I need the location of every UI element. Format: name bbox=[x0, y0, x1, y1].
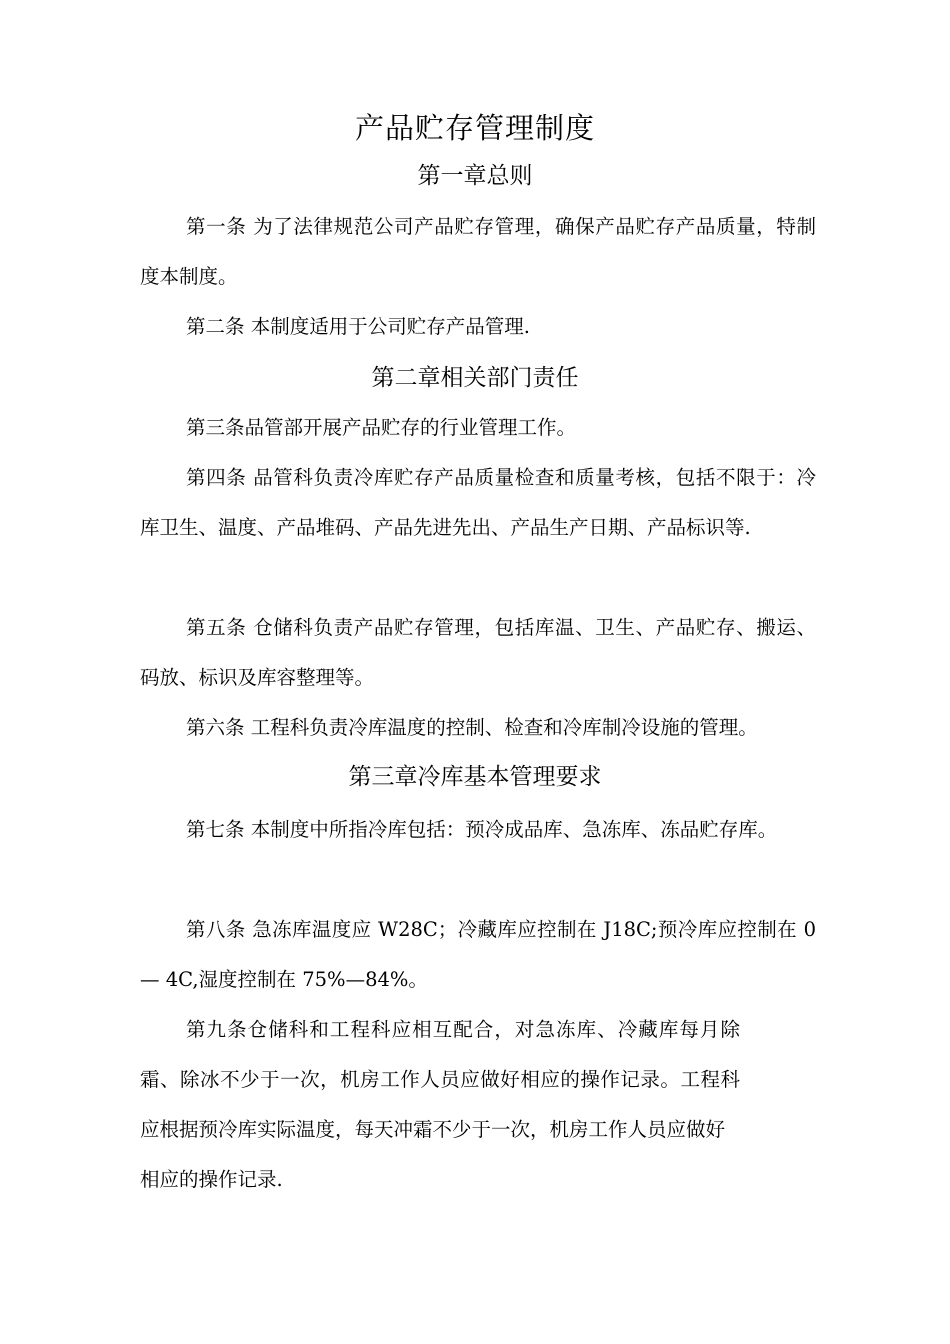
article-8: 第八条 急冻库温度应 W28C；冷藏库应控制在 J18C;预冷库应控制在 0 — 4C,湿度控制在 75%—84%。 bbox=[140, 918, 816, 991]
article-9: 第九条仓储科和工程科应相互配合，对急冻库、冷藏库每月除霜、除冰不少于一次，机房工作人员应做好相应的操作记录。工程科应根据预冷库实际温度，每天冲霜不少于一次，机房工作人员应做好 bbox=[140, 1018, 740, 1141]
article-1: 第一条 为了法律规范公司产品贮存管理，确保产品贮存产品质量，特制度本制度。 bbox=[140, 215, 816, 288]
article-4: 第四条 品管科负责冷库贮存产品质量检查和质量考核，包括不限于：冷库卫生、温度、产品堆码、产品先进先出、产品生产日期、产品标识等. bbox=[140, 466, 816, 539]
chapter-1-heading: 第一章总则 bbox=[417, 163, 533, 189]
article-6: 第六条 工程科负责冷库温度的控制、检查和冷库制冷设施的管理。 bbox=[186, 716, 758, 739]
chapter-3-heading: 第三章冷库基本管理要求 bbox=[348, 764, 602, 790]
article-2: 第二条 本制度适用于公司贮存产品管理. bbox=[186, 315, 530, 338]
article-3: 第三条品管部开展产品贮存的行业管理工作。 bbox=[186, 416, 577, 439]
article-9-tail: 相应的操作记录. bbox=[140, 1168, 283, 1191]
article-7: 第七条 本制度中所指冷库包括：预冷成品库、急冻库、冻品贮存库。 bbox=[186, 818, 778, 841]
chapter-2-heading: 第二章相关部门责任 bbox=[371, 365, 579, 391]
article-5: 第五条 仓储科负责产品贮存管理，包括库温、卫生、产品贮存、搬运、码放、标识及库容整理等。 bbox=[140, 616, 816, 689]
document-title: 产品贮存管理制度 bbox=[354, 111, 595, 145]
